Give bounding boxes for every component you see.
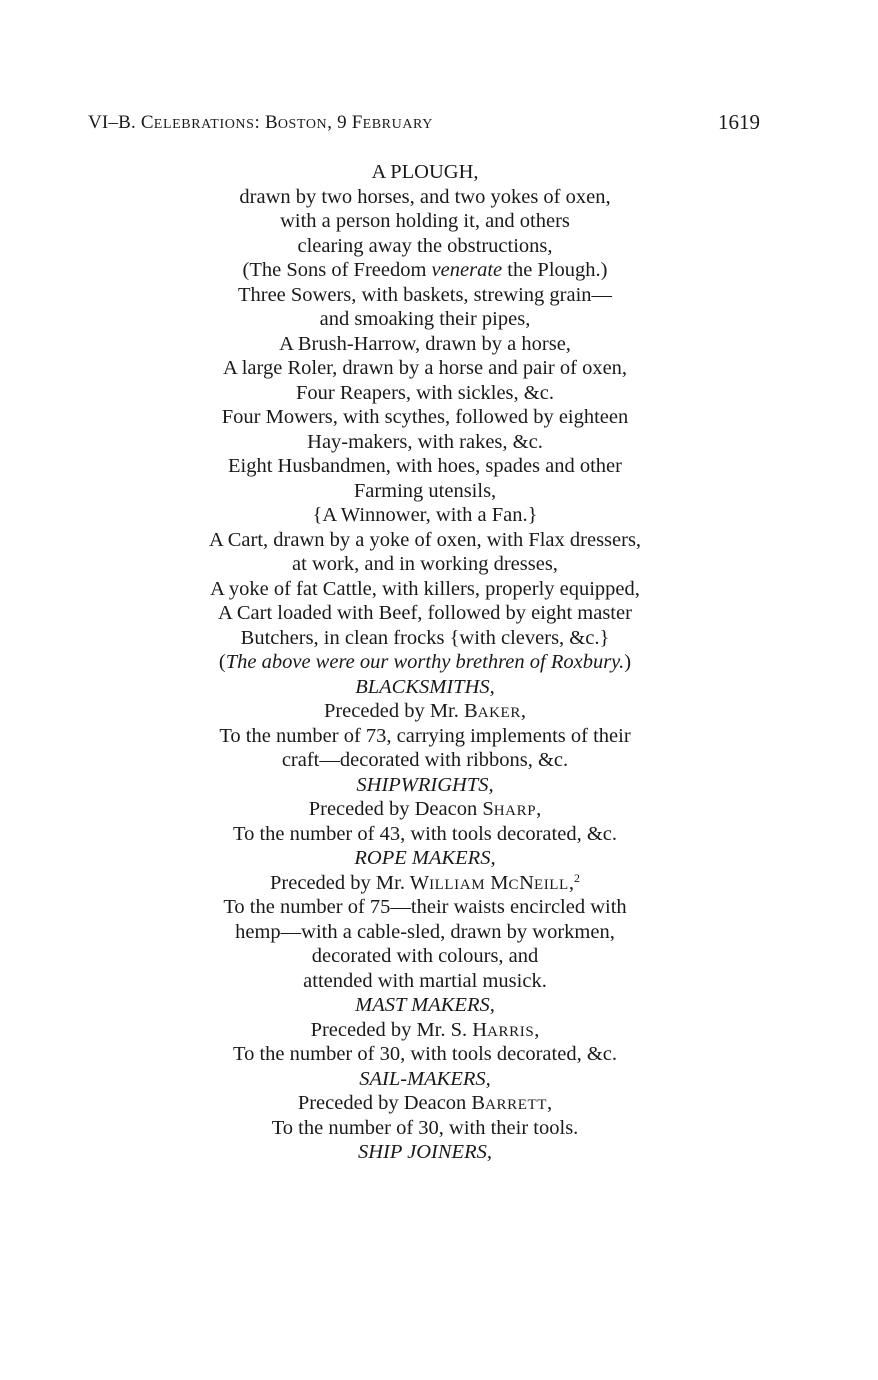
running-head-date: , 9 F — [327, 112, 363, 133]
text-line: attended with martial musick. — [303, 969, 547, 992]
text-line: Eight Husbandmen, with hoes, spades and other — [228, 455, 622, 477]
text-segment: M — [485, 871, 509, 894]
smallcaps-segment: EILL — [533, 876, 569, 893]
text-line: Four Mowers, with scythes, followed by eighteen — [221, 406, 629, 428]
text-line: with a person holding it, and others — [280, 210, 570, 232]
text-line: at work, and in working dresses, — [292, 553, 558, 575]
text-line: To the number of 75—their waists encircled with — [223, 896, 627, 918]
text-segment: Preceded by Mr. S. H — [310, 1018, 488, 1041]
text-segment: , — [536, 798, 542, 820]
smallcaps-segment: HARP — [493, 803, 537, 819]
trade-heading: SHIP JOINERS, — [358, 1141, 492, 1163]
text-line — [0, 1091, 850, 1116]
text-segment: N — [519, 871, 534, 894]
smallcaps-segment: C — [508, 876, 520, 893]
trade-heading: ROPE MAKERS, — [354, 847, 496, 869]
running-head-section-smallcaps: ELEBRATIONS — [153, 117, 255, 132]
text-segment: Preceded by Mr. B — [323, 700, 478, 722]
text-segment: , — [520, 700, 527, 722]
text-line: Farming utensils, — [353, 479, 497, 502]
text-line: {A Winnower, with a Fan.} — [312, 504, 538, 526]
text-line: clearing away the obstructions, — [297, 234, 553, 257]
text-line: Hay-makers, with rakes, &c. — [307, 430, 543, 453]
text-line — [0, 699, 850, 724]
running-head-place: : B — [254, 112, 278, 133]
trade-heading: BLACKSMITHS, — [355, 675, 495, 698]
text-line: drawn by two horses, and two yokes of oxen, — [239, 185, 611, 208]
text-segment: the Plough.) — [502, 259, 608, 281]
procession-text — [0, 160, 850, 1165]
text-line: Butchers, in clean frocks {with clevers, &c.} — [240, 626, 610, 649]
footnote-marker[interactable]: 2 — [573, 870, 580, 885]
text-segment: Preceded by Mr. W — [270, 871, 430, 894]
running-head-place-smallcaps: OSTON — [277, 117, 328, 132]
text-line: Four Reapers, with sickles, &c. — [296, 381, 554, 404]
text-line: A Cart loaded with Beef, followed by eight master — [218, 602, 632, 624]
text-line — [0, 650, 850, 675]
text-segment: Preceded by Deacon B — [297, 1092, 486, 1114]
text-segment: (The Sons of Freedom — [242, 259, 432, 281]
page-number: 1619 — [718, 110, 760, 134]
text-line: A Cart, drawn by a yoke of oxen, with Flax dressers, — [208, 528, 642, 551]
text-line: hemp—with a cable-sled, drawn by workmen, — [235, 920, 615, 943]
text-line: and smoaking their pipes, — [319, 308, 531, 330]
text-line: To the number of 43, with tools decorated, &c. — [233, 822, 617, 845]
smallcaps-segment: AKER — [477, 705, 521, 721]
text-line — [0, 797, 850, 822]
text-line: Three Sowers, with baskets, strewing grain— — [237, 283, 613, 306]
text-line: To the number of 73, carrying implements of their — [219, 724, 631, 747]
text-line: craft—decorated with ribbons, &c. — [281, 749, 569, 771]
trade-heading: SHIPWRIGHTS, — [356, 773, 494, 796]
text-segment: , — [534, 1018, 540, 1041]
running-head — [88, 112, 433, 134]
text-line — [0, 871, 850, 896]
text-segment: ( — [218, 651, 226, 673]
smallcaps-segment: ARRIS — [487, 1023, 535, 1040]
text-segment: , — [568, 871, 574, 894]
text-segment: ) — [624, 651, 632, 673]
text-line: A Brush-Harrow, drawn by a horse, — [279, 332, 571, 355]
text-segment: Preceded by Deacon S — [308, 798, 494, 820]
text-line: To the number of 30, with their tools. — [271, 1116, 579, 1139]
text-line — [0, 1018, 850, 1043]
running-head-date-smallcaps: EBRUARY — [362, 117, 433, 132]
text-line: A PLOUGH, — [371, 161, 479, 183]
italic-segment: venerate — [431, 259, 503, 281]
trade-heading: SAIL-MAKERS, — [359, 1067, 491, 1090]
smallcaps-segment: ILLIAM — [429, 876, 486, 893]
text-line: decorated with colours, and — [311, 945, 539, 967]
italic-segment: The above were our worthy brethren of Roxbury. — [225, 651, 625, 673]
text-line: A large Roler, drawn by a horse and pair of oxen, — [222, 357, 628, 379]
text-line: To the number of 30, with tools decorated, &c. — [233, 1043, 617, 1065]
smallcaps-segment: ARRETT — [485, 1097, 548, 1113]
running-head-section: VI–B. C — [88, 112, 154, 133]
text-line — [0, 258, 850, 283]
text-line: A yoke of fat Cattle, with killers, properly equipped, — [210, 577, 640, 600]
text-segment: , — [547, 1092, 553, 1114]
trade-heading: MAST MAKERS, — [355, 994, 495, 1016]
